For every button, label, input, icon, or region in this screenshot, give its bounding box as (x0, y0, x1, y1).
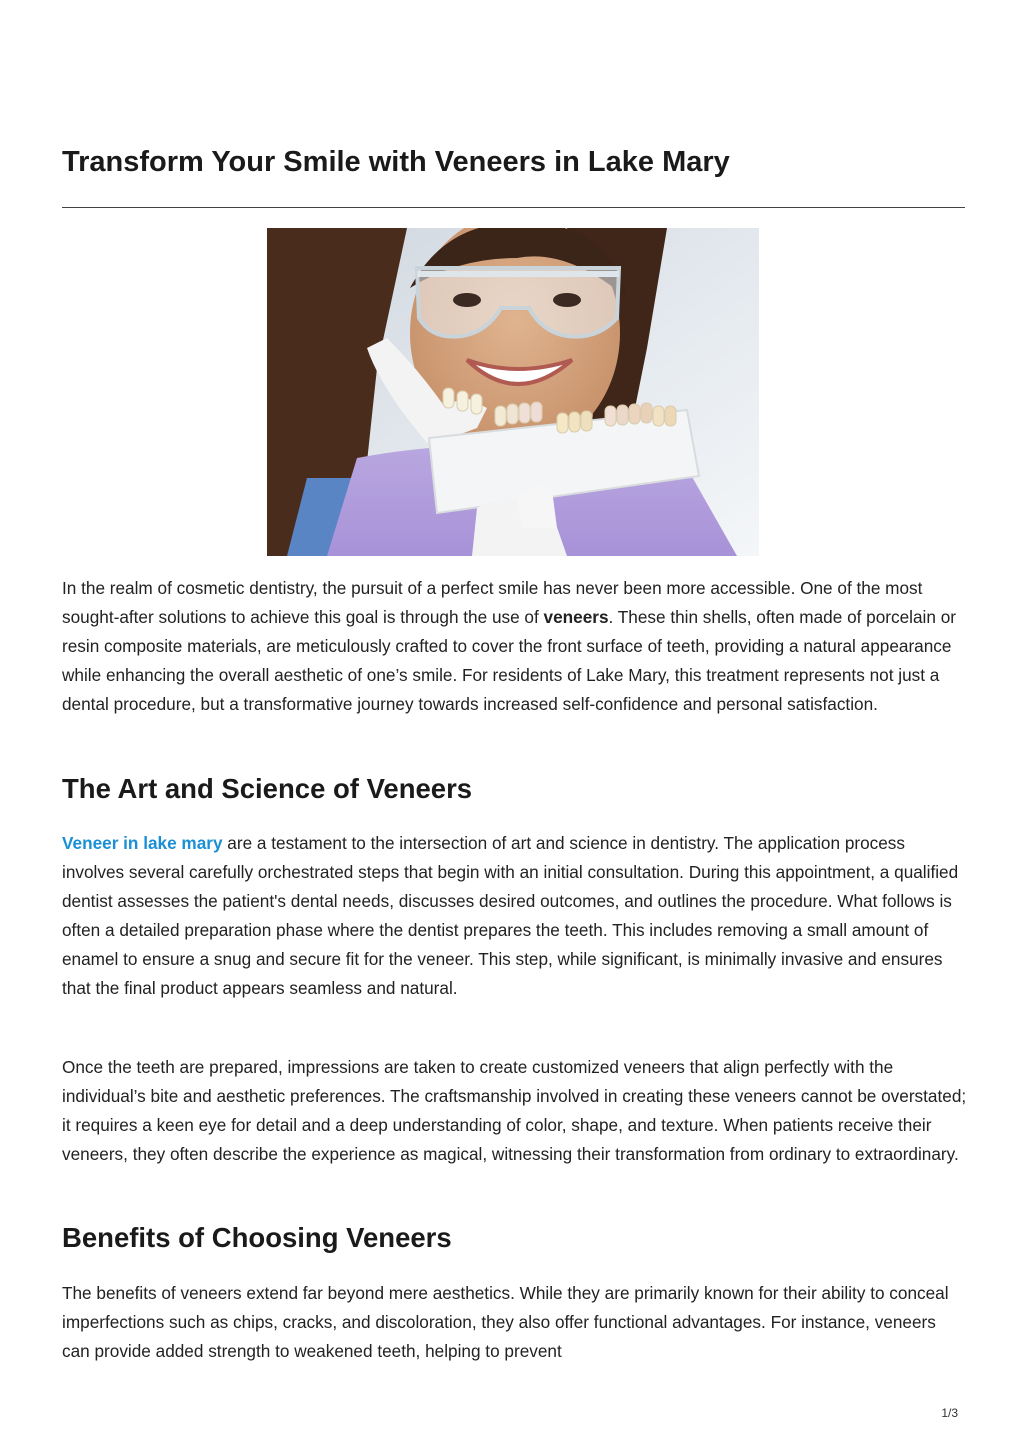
section-heading-benefits: Benefits of Choosing Veneers (62, 1222, 452, 1253)
section2-paragraph-1: The benefits of veneers extend far beyond mere aesthetics. While they are primarily known for their ability to conceal imperfections such as chips, cracks, and discoloration, they also offer functional advantages. For instance, veneers can provide added strength to weakened teeth, helping to prevent (62, 1283, 949, 1361)
section1-paragraph-2: Once the teeth are prepared, impressions are taken to create customized veneers that align perfectly with the individual’s bite and aesthetic preferences. The craftsmanship involved in creating these veneers cannot be overstated; it requires a keen eye for detail and a deep understanding of color, shape, and texture. When patients receive their veneers, they often describe the experience as magical, witnessing their transformation from ordinary to extraordinary. (62, 1057, 967, 1164)
intro-text-end: . These thin shells, often made of porcelain or resin composite materials, are meticulously crafted to cover the front surface of teeth, providing a natural appearance while enhancing the overall aesthetic of one’s smile. For residents of Lake Mary, this treatment represents not just a dental procedure, but a transformative journey towards increased self-confidence and personal satisfaction. (62, 607, 956, 714)
intro-keyword-veneers: veneers (543, 607, 609, 627)
hero-image-dental-patient (267, 228, 759, 556)
section-heading-art-science: The Art and Science of Veneers (62, 773, 473, 804)
page-number: 1/3 (941, 1406, 958, 1420)
section1-paragraph-1 (62, 829, 967, 1003)
page-title: Transform Your Smile with Veneers in Lake Mary (62, 146, 730, 178)
veneer-lake-mary-link[interactable]: Veneer in lake mary (62, 833, 223, 853)
intro-paragraph (62, 574, 967, 719)
intro-text-start: In the realm of cosmetic dentistry, the pursuit of a perfect smile has never been more accessible. One of the most sought-after solutions to achieve this goal is through the use of (62, 578, 923, 627)
title-divider (62, 207, 965, 208)
section1-paragraph-1-text: are a testament to the intersection of art and science in dentistry. The application process involves several carefully orchestrated steps that begin with an initial consultation. During this appointment, a qualified dentist assesses the patient's dental needs, discusses desired outcomes, and outlines the procedure. What follows is often a detailed preparation phase where the dentist prepares the teeth. This includes removing a small amount of enamel to ensure a snug and secure fit for the veneer. This step, while significant, is minimally invasive and ensures that the final product appears seamless and natural. (62, 833, 959, 998)
